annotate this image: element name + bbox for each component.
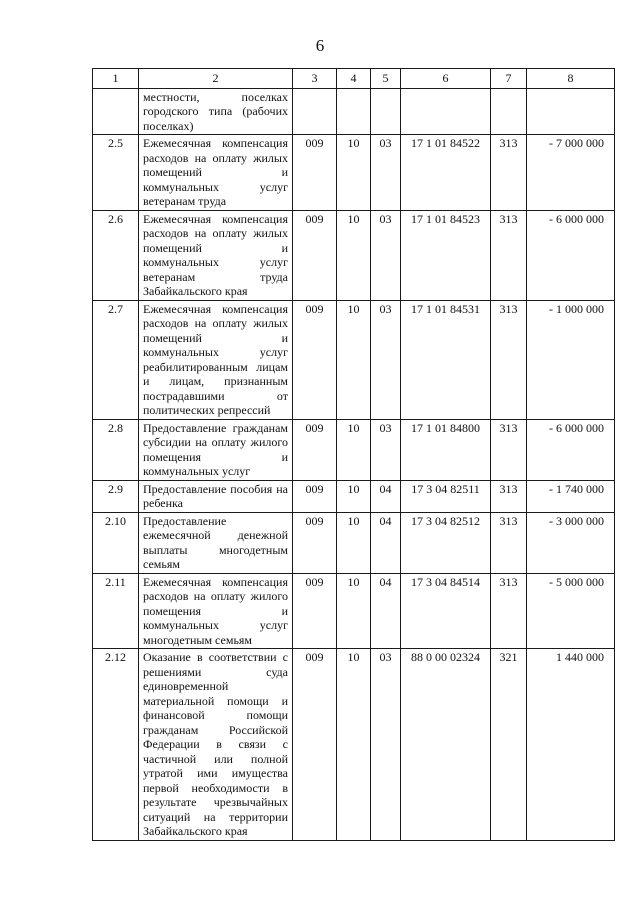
row-name: Оказание в соответствии с решениями суда единовременной материальной помощи и финансовой помощи гражданам Российской Федерации в связи с частичной или полной утратой ими имущества первой необходимости в результате чрезвычайных ситуаций на территории Забайкальского края [139, 649, 293, 841]
ministry-code: 009 [293, 480, 337, 512]
row-number: 2.12 [93, 649, 139, 841]
col-header-1: 1 [93, 69, 139, 89]
expense-kind: 313 [491, 573, 527, 649]
expense-kind [491, 88, 527, 135]
row-number: 2.5 [93, 135, 139, 211]
subsection-code: 04 [371, 512, 401, 573]
sum-value: - 6 000 000 [527, 210, 615, 300]
row-name: Предоставление ежемесячной денежной выплаты многодетным семьям [139, 512, 293, 573]
row-name: Ежемесячная компенсация расходов на оплату жилого помещения и коммунальных услуг многодетным семьям [139, 573, 293, 649]
col-header-4: 4 [337, 69, 371, 89]
ministry-code [293, 88, 337, 135]
row-name: Предоставление пособия на ребенка [139, 480, 293, 512]
subsection-code: 03 [371, 300, 401, 419]
row-number: 2.7 [93, 300, 139, 419]
budget-table [92, 68, 615, 841]
expense-kind: 313 [491, 419, 527, 480]
sum-value: - 1 000 000 [527, 300, 615, 419]
col-header-2: 2 [139, 69, 293, 89]
col-header-7: 7 [491, 69, 527, 89]
subsection-code: 03 [371, 649, 401, 841]
target-code [401, 88, 491, 135]
subsection-code [371, 88, 401, 135]
row-name: Ежемесячная компенсация расходов на оплату жилых помещений и коммунальных услуг ветеранам труда Забайкальского края [139, 210, 293, 300]
ministry-code: 009 [293, 512, 337, 573]
target-code: 17 1 01 84523 [401, 210, 491, 300]
header-row [93, 69, 615, 89]
table-row [93, 135, 615, 211]
section-code [337, 88, 371, 135]
subsection-code: 03 [371, 135, 401, 211]
col-header-8: 8 [527, 69, 615, 89]
ministry-code: 009 [293, 300, 337, 419]
page-number: 6 [315, 36, 325, 55]
section-code: 10 [337, 419, 371, 480]
target-code: 17 1 01 84522 [401, 135, 491, 211]
table-row [93, 88, 615, 135]
target-code: 17 1 01 84800 [401, 419, 491, 480]
sum-value [527, 88, 615, 135]
subsection-code: 03 [371, 210, 401, 300]
section-code: 10 [337, 512, 371, 573]
subsection-code: 03 [371, 419, 401, 480]
section-code: 10 [337, 573, 371, 649]
col-header-6: 6 [401, 69, 491, 89]
ministry-code: 009 [293, 573, 337, 649]
row-number: 2.8 [93, 419, 139, 480]
table-row [93, 419, 615, 480]
table-row [93, 480, 615, 512]
section-code: 10 [337, 210, 371, 300]
row-name: Предоставление гражданам субсидии на оплату жилого помещения и коммунальных услуг [139, 419, 293, 480]
row-name: местности, поселках городского типа (рабочих поселках) [139, 88, 293, 135]
expense-kind: 313 [491, 300, 527, 419]
row-name: Ежемесячная компенсация расходов на оплату жилых помещений и коммунальных услуг ветеранам труда [139, 135, 293, 211]
row-number: 2.10 [93, 512, 139, 573]
expense-kind: 321 [491, 649, 527, 841]
row-number: 2.11 [93, 573, 139, 649]
section-code: 10 [337, 480, 371, 512]
section-code: 10 [337, 300, 371, 419]
sum-value: - 5 000 000 [527, 573, 615, 649]
subsection-code: 04 [371, 480, 401, 512]
expense-kind: 313 [491, 210, 527, 300]
sum-value: - 1 740 000 [527, 480, 615, 512]
row-number: 2.6 [93, 210, 139, 300]
target-code: 17 3 04 82512 [401, 512, 491, 573]
ministry-code: 009 [293, 210, 337, 300]
table-row [93, 210, 615, 300]
sum-value: 1 440 000 [527, 649, 615, 841]
sum-value: - 6 000 000 [527, 419, 615, 480]
sum-value: - 3 000 000 [527, 512, 615, 573]
section-code: 10 [337, 135, 371, 211]
ministry-code: 009 [293, 419, 337, 480]
table-row [93, 512, 615, 573]
target-code: 17 3 04 82511 [401, 480, 491, 512]
row-number: 2.9 [93, 480, 139, 512]
expense-kind: 313 [491, 512, 527, 573]
ministry-code: 009 [293, 649, 337, 841]
table-row [93, 649, 615, 841]
target-code: 88 0 00 02324 [401, 649, 491, 841]
target-code: 17 1 01 84531 [401, 300, 491, 419]
expense-kind: 313 [491, 135, 527, 211]
table-row [93, 573, 615, 649]
row-number [93, 88, 139, 135]
sum-value: - 7 000 000 [527, 135, 615, 211]
col-header-3: 3 [293, 69, 337, 89]
section-code: 10 [337, 649, 371, 841]
row-name: Ежемесячная компенсация расходов на оплату жилых помещений и коммунальных услуг реабилитированным лицам и лицам, признанным пострадавшими от политических репрессий [139, 300, 293, 419]
col-header-5: 5 [371, 69, 401, 89]
table-row [93, 300, 615, 419]
ministry-code: 009 [293, 135, 337, 211]
subsection-code: 04 [371, 573, 401, 649]
target-code: 17 3 04 84514 [401, 573, 491, 649]
expense-kind: 313 [491, 480, 527, 512]
